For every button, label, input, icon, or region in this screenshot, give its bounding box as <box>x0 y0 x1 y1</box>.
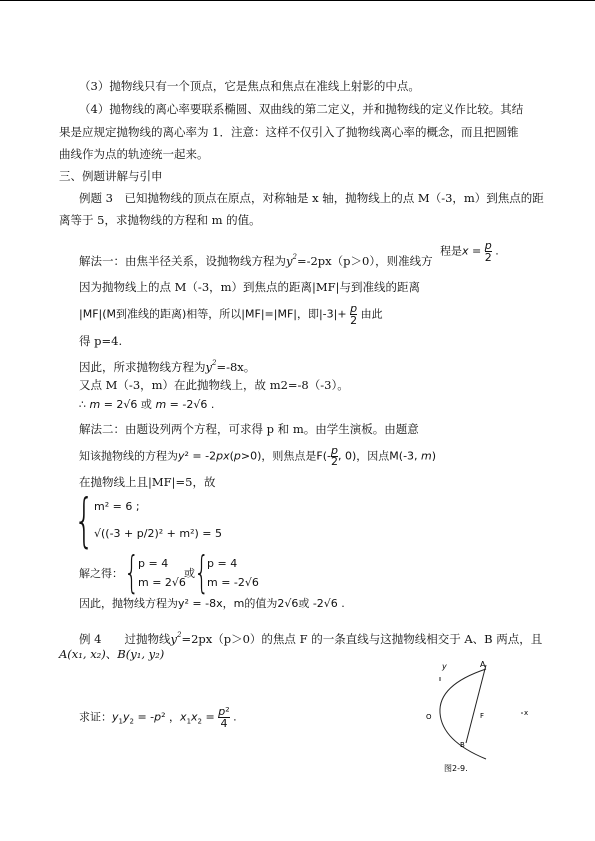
because-line: 因为抛物线上的点 M（-3，m）到焦点的距离|MF|与到准线的距离 <box>79 280 421 294</box>
solution-2-line: 解法二：由题设列两个方程，可求得 p 和 m。由学生演板。由题意 <box>79 422 419 436</box>
solution-1-text: 解法一：由焦半径关系，设抛物线方程为 <box>79 254 286 268</box>
label-A: A <box>480 660 486 669</box>
result-y: y <box>205 360 212 374</box>
solution-1-tail: =-2px（p＞0），则准线方 <box>296 254 433 268</box>
or-text: 或 <box>184 567 195 580</box>
parabola-figure <box>420 655 550 780</box>
example-4-y: y <box>170 632 177 646</box>
property-4-line-1: （4）抛物线的离心率要联系椭圆、双曲线的第二定义，并和抛物线的定义作比较。其结 <box>79 102 524 116</box>
example-4-points <box>59 647 164 661</box>
equation-result-line <box>79 356 255 374</box>
m-value-image: ∴ m = 2√6 或 m = -2√6 . <box>79 398 215 411</box>
label-F: F <box>480 712 485 720</box>
directrix-formula-image: 程是x = $\frac{p}{2}$ . <box>440 239 499 264</box>
solution-a-m: m = 2√6 <box>138 576 186 589</box>
example-3-line-2: 离等于 5，求抛物线的方程和 m 的值。 <box>59 213 261 227</box>
left-brace-3: { <box>194 547 210 598</box>
known-equation-image: 知该抛物线的方程为y² = -2px(p>0)，则焦点是F(- $\frac{p}{2}$ , 0)，因点M(-3, m) <box>79 444 437 468</box>
point-B: B(y₁, y₂) <box>117 647 165 661</box>
solution-b-m: m = -2√6 <box>207 576 259 589</box>
focal-chord <box>466 665 486 743</box>
example-4-exponent: 2 <box>176 631 182 639</box>
label-O: O <box>426 713 432 721</box>
get-p-line: 得 p=4. <box>79 334 123 348</box>
label-x: x <box>524 709 529 717</box>
on-parabola-line: 在抛物线上且|MF|=5，故 <box>79 475 216 489</box>
x-axis-dot <box>521 712 523 714</box>
mf-equation-image: |MF|(M到准线的距离)相等，所以|MF|=|MF|，即|-3|+ $\frac{p}{2}$ 由此 <box>79 302 383 327</box>
solution-b-p: p = 4 <box>207 557 238 570</box>
point-separator: 、 <box>105 647 118 661</box>
page-top-rule <box>0 0 595 1</box>
example-4-line-1 <box>79 628 542 646</box>
system-1-eq-2: √((-3 + p/2)² + m²) = 5 <box>94 527 222 540</box>
property-4-line-3: 曲线作为点的轨迹统一起来。 <box>59 147 209 161</box>
property-4-line-2: 果是应规定抛物线的离心率为 1．注意：这样不仅引入了抛物线离心率的概念，而且把圆锥 <box>59 125 519 139</box>
property-3: （3）抛物线只有一个顶点，它是焦点和焦点在准线上射影的中点。 <box>79 79 420 93</box>
example-4-tail: =2px（p＞0）的焦点 F 的一条直线与这抛物线相交于 A、B 两点，且 <box>181 632 543 646</box>
label-B: B <box>460 741 465 749</box>
solution-a-p: p = 4 <box>138 557 169 570</box>
result-exponent: 2 <box>212 359 217 367</box>
point-A: A(x₁, x₂) <box>59 647 106 661</box>
example-4-text: 例 4 过抛物线 <box>79 632 171 646</box>
point-on-curve-line: 又点 M（-3，m）在此抛物线上，故 m2=-8（-3）。 <box>79 378 349 392</box>
solve-label: 解之得： <box>79 567 123 580</box>
figure-caption: 图2-9. <box>444 764 468 773</box>
left-brace-2: { <box>124 547 140 598</box>
solution-1-line <box>79 250 433 268</box>
section-heading: 三、例题讲解与引申 <box>59 169 163 183</box>
conclusion-image: 因此，抛物线方程为y² = -8x，m的值为2√6或 -2√6 . <box>79 597 345 610</box>
prove-statement-image: 求证：$y_1y_2 = -p^2$ ，$x_1x_2$ = $\frac{\text{p²}}{4}$ . <box>79 705 237 730</box>
example-3-line-1: 例题 3 已知抛物线的顶点在原点，对称轴是 x 轴，抛物线上的点 M（-3，m）到焦点的距 <box>79 191 544 205</box>
system-1-eq-1: m² = 6 ; <box>94 500 140 513</box>
left-brace-1: { <box>74 486 95 554</box>
equation-exponent: 2 <box>292 253 297 261</box>
label-y: y <box>442 662 447 671</box>
result-text: 因此，所求抛物线方程为 <box>79 360 206 374</box>
equation-y: y <box>286 254 293 268</box>
result-tail: =-8x。 <box>216 360 256 374</box>
